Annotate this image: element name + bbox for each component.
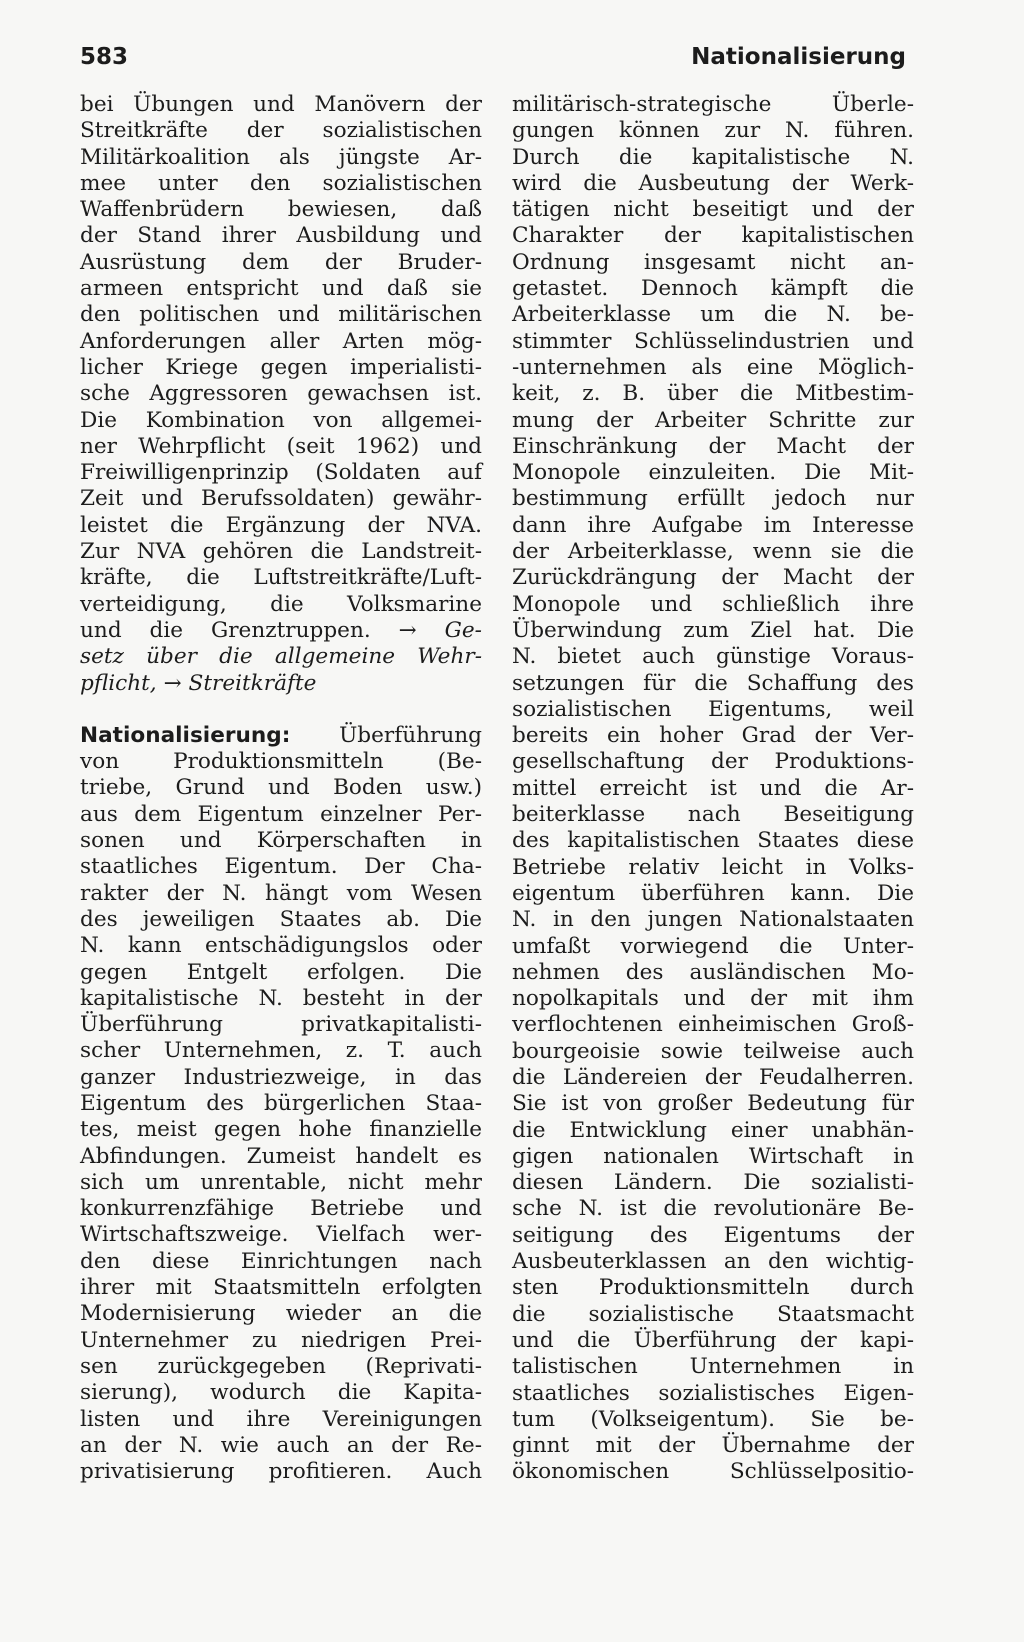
text-line: Sie ist von großer Bedeutung für bbox=[512, 1091, 914, 1117]
text-line: des kapitalistischen Staates diese bbox=[512, 828, 914, 854]
text-line: diesen Ländern. Die sozialisti- bbox=[512, 1170, 914, 1196]
text-line: scher Unternehmen, z. T. auch bbox=[80, 1038, 482, 1064]
text-line: ökonomischen Schlüsselpositio- bbox=[512, 1459, 914, 1485]
text-line: Unternehmer zu niedrigen Prei- bbox=[80, 1327, 482, 1353]
text-line: sen zurückgegeben (Reprivati- bbox=[80, 1353, 482, 1379]
left-column-entry-text bbox=[80, 749, 482, 1485]
text-line: sonen und Körperschaften in bbox=[80, 828, 482, 854]
text-line: gungen können zur N. führen. bbox=[512, 118, 914, 144]
text-line: seitigung des Eigentums der bbox=[512, 1222, 914, 1248]
text-line: aus dem Eigentum einzelner Per- bbox=[80, 801, 482, 827]
text-line: und die Überführung der kapi- bbox=[512, 1327, 914, 1353]
text-line: N. bietet auch günstige Voraus- bbox=[512, 644, 914, 670]
text-line: sierung), wodurch die Kapita- bbox=[80, 1380, 482, 1406]
text-line: der Stand ihrer Ausbildung und bbox=[80, 223, 482, 249]
text-line: Abfindungen. Zumeist handelt es bbox=[80, 1143, 482, 1169]
text-line: staatliches Eigentum. Der Cha- bbox=[80, 854, 482, 880]
text-line: Wirtschaftszweige. Vielfach wer- bbox=[80, 1222, 482, 1248]
text-line: Die Kombination von allgemei- bbox=[80, 407, 482, 433]
text-line: listen und ihre Vereinigungen bbox=[80, 1406, 482, 1432]
cross-reference-text: pflicht, bbox=[80, 670, 157, 696]
text-line: Ordnung insgesamt nicht an- bbox=[512, 249, 914, 275]
text-line: sich um unrentable, nicht mehr bbox=[80, 1169, 482, 1195]
text-line: rakter der N. hängt vom Wesen bbox=[80, 880, 482, 906]
text-line: Betriebe relativ leicht in Volks- bbox=[512, 854, 914, 880]
page-number: 583 bbox=[80, 44, 129, 70]
text-line: nehmen des ausländischen Mo- bbox=[512, 959, 914, 985]
text-line: wird die Ausbeutung der Werk- bbox=[512, 170, 914, 196]
text-line: licher Kriege gegen imperialisti- bbox=[80, 354, 482, 380]
text-line: verflochtenen einheimischen Groß- bbox=[512, 1012, 914, 1038]
text-line: sten Produktionsmitteln durch bbox=[512, 1275, 914, 1301]
text-line: gesellschaftung der Produktions- bbox=[512, 749, 914, 775]
text-line: triebe, Grund und Boden usw.) bbox=[80, 775, 482, 801]
text-line: bereits ein hoher Grad der Ver- bbox=[512, 723, 914, 749]
text-line: der Arbeiterklasse, wenn sie die bbox=[512, 539, 914, 565]
text-line: Zur NVA gehören die Landstreit- bbox=[80, 539, 482, 565]
text-line: Waffenbrüdern bewiesen, daß bbox=[80, 197, 482, 223]
right-column bbox=[512, 92, 914, 1486]
text-line: Militärkoalition als jüngste Ar- bbox=[80, 144, 482, 170]
cross-reference-link[interactable] bbox=[80, 671, 482, 697]
text-line: kräfte, die Luftstreitkräfte/Luft- bbox=[80, 565, 482, 591]
text-line: setzungen für die Schaffung des bbox=[512, 670, 914, 696]
text-line: Eigentum des bürgerlichen Staa- bbox=[80, 1090, 482, 1116]
text-line: ihrer mit Staatsmitteln erfolgten bbox=[80, 1275, 482, 1301]
paragraph-gap bbox=[80, 697, 482, 723]
text-line: Monopole einzuleiten. Die Mit- bbox=[512, 460, 914, 486]
text-line: mee unter den sozialistischen bbox=[80, 170, 482, 196]
text-line: ganzer Industriezweige, in das bbox=[80, 1064, 482, 1090]
text-line: den politischen und militärischen bbox=[80, 302, 482, 328]
text-line: tum (Volkseigentum). Sie be- bbox=[512, 1406, 914, 1432]
text-line: stimmter Schlüsselindustrien und bbox=[512, 328, 914, 354]
text-line: gigen nationalen Wirtschaft in bbox=[512, 1143, 914, 1169]
text-line-part: und die Grenztruppen. bbox=[80, 617, 371, 643]
text-line: Überführung privatkapitalisti- bbox=[80, 1012, 482, 1038]
text-line: den diese Einrichtungen nach bbox=[80, 1248, 482, 1274]
text-line: kapitalistische N. besteht in der bbox=[80, 985, 482, 1011]
text-line: Arbeiterklasse um die N. be- bbox=[512, 302, 914, 328]
text-line: sche N. ist die revolutionäre Be- bbox=[512, 1196, 914, 1222]
right-column-text bbox=[512, 92, 914, 1486]
left-column-top-text bbox=[80, 92, 482, 618]
text-line: staatliches sozialistisches Eigen- bbox=[512, 1380, 914, 1406]
page-header bbox=[80, 44, 906, 80]
cross-reference-link[interactable]: → Ge- bbox=[398, 617, 482, 643]
text-line: tätigen nicht beseitigt und der bbox=[512, 197, 914, 223]
text-line: Anforderungen aller Arten mög- bbox=[80, 328, 482, 354]
text-line: von Produktionsmitteln (Be- bbox=[80, 749, 482, 775]
text-line: Monopole und schließlich ihre bbox=[512, 591, 914, 617]
text-line: sche Aggressoren gewachsen ist. bbox=[80, 381, 482, 407]
text-line: beiterklasse nach Beseitigung bbox=[512, 802, 914, 828]
text-line: privatisierung profitieren. Auch bbox=[80, 1459, 482, 1485]
text-line: Zeit und Berufssoldaten) gewähr- bbox=[80, 486, 482, 512]
text-line: verteidigung, die Volksmarine bbox=[80, 591, 482, 617]
text-line-part: Überführung bbox=[339, 722, 482, 748]
text-line: ner Wehrpflicht (seit 1962) und bbox=[80, 433, 482, 459]
text-line: Ausrüstung dem der Bruder- bbox=[80, 249, 482, 275]
text-line: die Ländereien der Feudalherren. bbox=[512, 1064, 914, 1090]
text-line: militärisch-strategische Überle- bbox=[512, 92, 914, 117]
text-line: -unternehmen als eine Möglich- bbox=[512, 354, 914, 380]
text-line: mittel erreicht ist und die Ar- bbox=[512, 775, 914, 801]
text-line: des jeweiligen Staates ab. Die bbox=[80, 906, 482, 932]
text-line: leistet die Ergänzung der NVA. bbox=[80, 512, 482, 538]
text-line: bourgeoisie sowie teilweise auch bbox=[512, 1038, 914, 1064]
text-line: bei Übungen und Manövern der bbox=[80, 92, 482, 117]
entry-headword: Nationalisierung: bbox=[80, 722, 291, 748]
text-line: Charakter der kapitalistischen bbox=[512, 223, 914, 249]
text-line: sozialistischen Eigentums, weil bbox=[512, 696, 914, 722]
text-line: Durch die kapitalistische N. bbox=[512, 144, 914, 170]
cross-reference-text: → Streitkräfte bbox=[163, 670, 317, 696]
text-line: Einschränkung der Macht der bbox=[512, 433, 914, 459]
running-head: Nationalisierung bbox=[691, 44, 906, 70]
text-line: Modernisierung wieder an die bbox=[80, 1301, 482, 1327]
text-line: Zurückdrängung der Macht der bbox=[512, 565, 914, 591]
text-line: Ausbeuterklassen an den wichtig- bbox=[512, 1249, 914, 1275]
text-line: dann ihre Aufgabe im Interesse bbox=[512, 512, 914, 538]
entry-heading-line bbox=[80, 723, 482, 749]
text-line: mung der Arbeiter Schritte zur bbox=[512, 407, 914, 433]
cross-reference-link[interactable]: setz über die allgemeine Wehr- bbox=[80, 644, 482, 670]
text-line: Freiwilligenprinzip (Soldaten auf bbox=[80, 460, 482, 486]
text-line: konkurrenzfähige Betriebe und bbox=[80, 1196, 482, 1222]
text-line bbox=[80, 618, 482, 644]
text-line: ginnt mit der Übernahme der bbox=[512, 1433, 914, 1459]
text-line: N. kann entschädigungslos oder bbox=[80, 933, 482, 959]
text-line: talistischen Unternehmen in bbox=[512, 1354, 914, 1380]
text-line: armeen entspricht und daß sie bbox=[80, 276, 482, 302]
text-line: getastet. Dennoch kämpft die bbox=[512, 276, 914, 302]
text-line: tes, meist gegen hohe finanzielle bbox=[80, 1117, 482, 1143]
text-line: N. in den jungen Nationalstaaten bbox=[512, 907, 914, 933]
text-line: bestimmung erfüllt jedoch nur bbox=[512, 486, 914, 512]
text-line: eigentum überführen kann. Die bbox=[512, 880, 914, 906]
text-line: die Entwicklung einer unabhän- bbox=[512, 1117, 914, 1143]
text-line: an der N. wie auch an der Re- bbox=[80, 1432, 482, 1458]
text-line: gegen Entgelt erfolgen. Die bbox=[80, 959, 482, 985]
text-line: die sozialistische Staatsmacht bbox=[512, 1301, 914, 1327]
text-line: Streitkräfte der sozialistischen bbox=[80, 118, 482, 144]
left-column bbox=[80, 92, 482, 1485]
text-line: umfaßt vorwiegend die Unter- bbox=[512, 933, 914, 959]
text-line: Überwindung zum Ziel hat. Die bbox=[512, 617, 914, 643]
text-line: nopolkapitals und der mit ihm bbox=[512, 986, 914, 1012]
text-line: keit, z. B. über die Mitbestim- bbox=[512, 381, 914, 407]
